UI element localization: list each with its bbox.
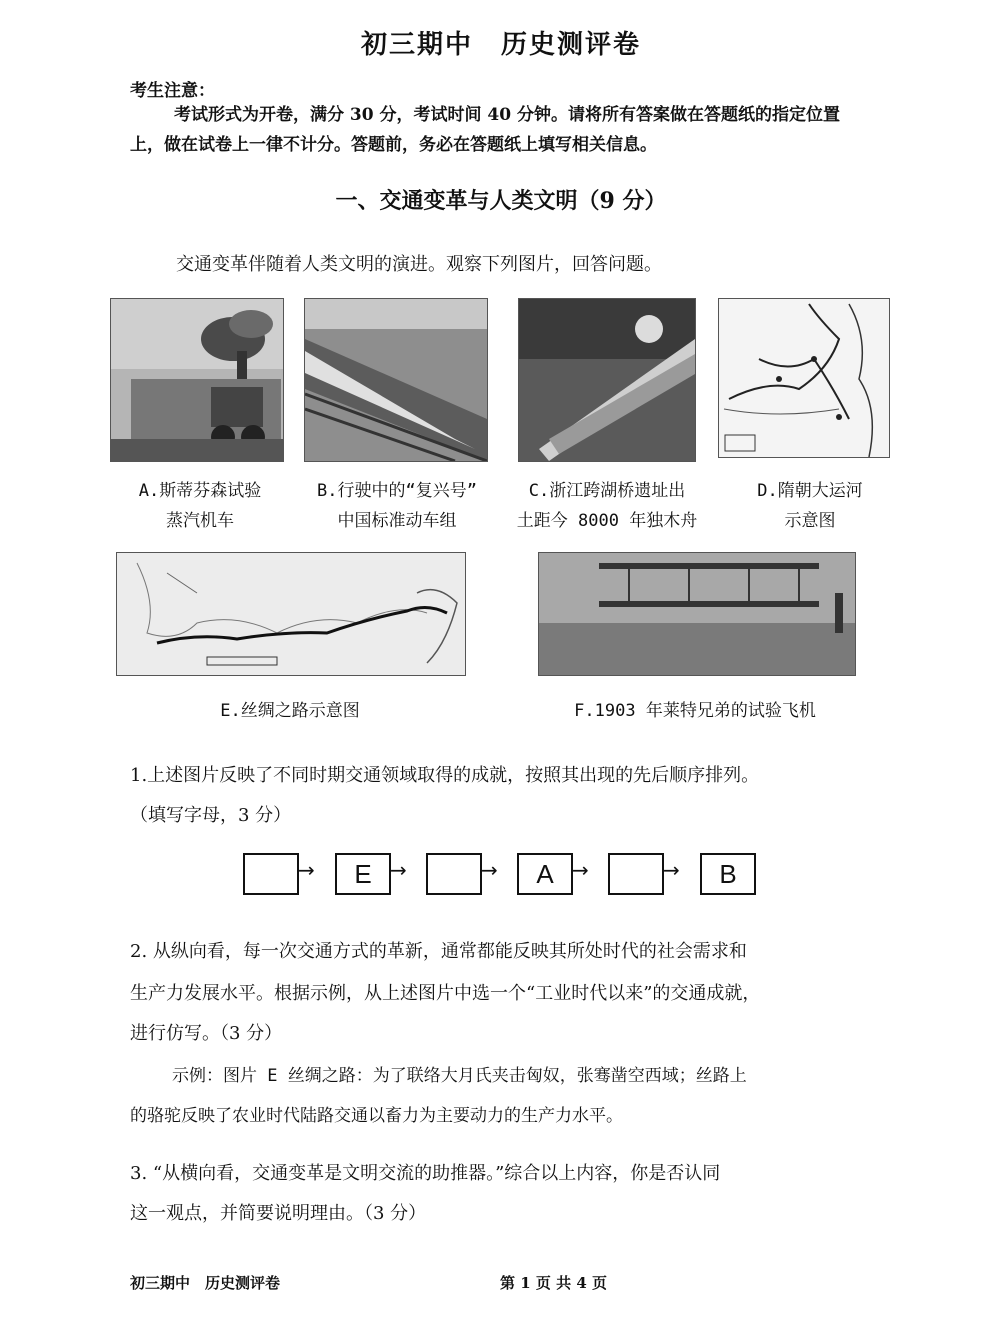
caption-e: E.丝绸之路示意图 bbox=[220, 701, 360, 721]
section-title: 一、交通变革与人类文明（9 分） bbox=[335, 188, 667, 214]
caption-d-line1: D.隋朝大运河 bbox=[757, 481, 863, 501]
caption-b-line1: B.行驶中的“复兴号” bbox=[317, 481, 477, 501]
caption-d-line2: 示意图 bbox=[784, 511, 836, 531]
caption-a-line2: 蒸汽机车 bbox=[166, 511, 234, 531]
notice-text: 考试形式为开卷，满分 30 分，考试时间 40 分钟。请将所有答案做在答题纸的指定位置上，做在试卷上一律不计分。答题前，务必在答题纸上填写相关信息。 bbox=[130, 105, 840, 155]
image-f-wright-plane bbox=[538, 552, 856, 676]
footer-title: 初三期中 历史测评卷 bbox=[130, 1274, 281, 1292]
caption-c-line2: 土距今 8000 年独木舟 bbox=[516, 511, 698, 531]
intro-text: 交通变革伴随着人类文明的演进。观察下列图片，回答问题。 bbox=[176, 254, 662, 275]
image-a-steam-locomotive bbox=[110, 298, 284, 462]
caption-d bbox=[720, 476, 900, 536]
q3-line1: 3. “从横向看，交通变革是文明交流的助推器。”综合以上内容，你是否认同 bbox=[130, 1163, 721, 1184]
answer-box-1[interactable] bbox=[243, 853, 299, 895]
answer-box-6: B bbox=[700, 853, 756, 895]
caption-b-line2: 中国标准动车组 bbox=[337, 511, 457, 531]
q2-line2: 生产力发展水平。根据示例，从上述图片中选一个“工业时代以来”的交通成就， bbox=[130, 983, 761, 1004]
image-c-canoe bbox=[518, 298, 696, 462]
answer-box-5[interactable] bbox=[608, 853, 664, 895]
q3-line2: 这一观点，并简要说明理由。（3 分） bbox=[130, 1203, 427, 1224]
caption-c-line1: C.浙江跨湖桥遗址出 bbox=[528, 481, 686, 501]
caption-a-line1: A.斯蒂芬森试验 bbox=[138, 481, 262, 501]
q2-line1: 2. 从纵向看，每一次交通方式的革新，通常都能反映其所处时代的社会需求和 bbox=[130, 941, 747, 962]
answer-box-4: A bbox=[517, 853, 573, 895]
image-e-silk-road-map bbox=[116, 552, 466, 676]
q2-line3: 进行仿写。（3 分） bbox=[130, 1023, 283, 1044]
footer-page-number: 第 1 页 共 4 页 bbox=[500, 1274, 607, 1292]
arrow-4: → bbox=[572, 858, 589, 882]
arrow-5: → bbox=[663, 858, 680, 882]
caption-a bbox=[100, 476, 300, 536]
q2-example-line1: 示例：图片 E 丝绸之路：为了联络大月氏夹击匈奴，张骞凿空西域；丝路上 bbox=[172, 1066, 747, 1086]
q1-note: （填写字母，3 分） bbox=[130, 805, 292, 826]
q2-example-line2: 的骆驼反映了农业时代陆路交通以畜力为主要动力的生产力水平。 bbox=[130, 1106, 623, 1126]
image-d-grand-canal-map bbox=[718, 298, 890, 458]
arrow-2: → bbox=[390, 858, 407, 882]
page-title: 初三期中 历史测评卷 bbox=[360, 30, 641, 60]
answer-box-2: E bbox=[335, 853, 391, 895]
caption-b bbox=[292, 476, 502, 536]
notice-label: 考生注意： bbox=[130, 81, 215, 101]
image-b-fuxing-train bbox=[304, 298, 488, 462]
q1-text: 1.上述图片反映了不同时期交通领域取得的成就，按照其出现的先后顺序排列。 bbox=[130, 765, 760, 786]
answer-box-3[interactable] bbox=[426, 853, 482, 895]
caption-c bbox=[500, 476, 714, 536]
arrow-3: → bbox=[481, 858, 498, 882]
caption-f: F.1903 年莱特兄弟的试验飞机 bbox=[574, 701, 816, 721]
arrow-1: → bbox=[298, 858, 315, 882]
